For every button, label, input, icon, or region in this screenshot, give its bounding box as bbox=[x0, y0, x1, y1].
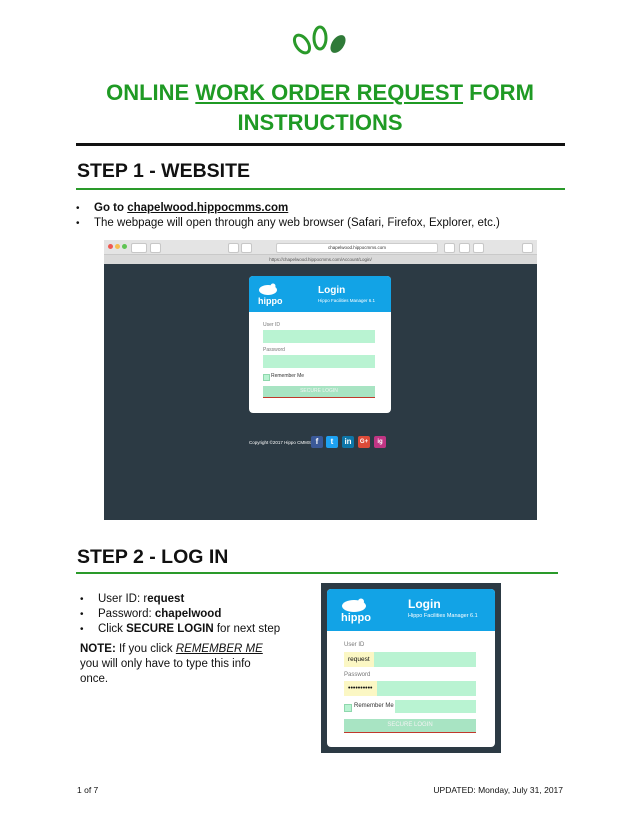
page-number: 1 of 7 bbox=[77, 785, 99, 795]
bullet2-text: The webpage will open through any web browser (Safari, Firefox, Explorer, etc.) bbox=[94, 217, 500, 229]
password-label: Password bbox=[344, 672, 371, 678]
remember-label: Remember Me bbox=[271, 373, 305, 379]
maximize-dot-icon bbox=[122, 244, 127, 249]
list-item bbox=[80, 622, 300, 637]
password-value: •••••••••• bbox=[344, 681, 377, 696]
login-title: Login bbox=[318, 285, 346, 296]
userid-value: request bbox=[344, 652, 374, 667]
login-header bbox=[327, 589, 495, 631]
b2-prefix: Password: bbox=[98, 608, 155, 620]
home-button[interactable] bbox=[241, 243, 252, 253]
b3-prefix: Click bbox=[98, 623, 127, 635]
bullet1-prefix: Go to bbox=[94, 202, 128, 214]
minimize-dot-icon bbox=[115, 244, 120, 249]
reload-button[interactable] bbox=[444, 243, 455, 253]
step1-heading: STEP 1 - WEBSITE bbox=[77, 160, 251, 182]
userid-label: User ID bbox=[344, 642, 365, 648]
list-item bbox=[76, 216, 556, 231]
linkedin-icon[interactable]: in bbox=[342, 436, 354, 448]
b1-value: equest bbox=[147, 593, 185, 605]
step2-bullets bbox=[80, 592, 300, 637]
hippo-icon bbox=[258, 283, 278, 296]
step1-divider bbox=[76, 188, 565, 190]
browser-screenshot bbox=[104, 240, 537, 520]
login-card-large bbox=[327, 589, 495, 747]
secure-login-button[interactable]: SECURE LOGIN bbox=[263, 386, 375, 398]
b1-prefix: User ID: r bbox=[98, 593, 148, 605]
login-subtitle: Hippo Facilities Manager 6.1 bbox=[318, 298, 376, 303]
leaf-logo bbox=[290, 24, 350, 58]
step2-heading: STEP 2 - LOG IN bbox=[77, 546, 229, 568]
userid-label: User ID bbox=[263, 322, 280, 328]
title-part1: ONLINE bbox=[106, 80, 196, 105]
browser-toolbar bbox=[104, 240, 537, 255]
list-item bbox=[76, 201, 556, 216]
userid-input[interactable] bbox=[263, 330, 375, 343]
password-input[interactable] bbox=[344, 681, 476, 696]
document-title bbox=[0, 78, 640, 138]
new-tab-button[interactable] bbox=[522, 243, 533, 253]
hippo-brand: hippo bbox=[258, 296, 283, 306]
close-dot-icon bbox=[108, 244, 113, 249]
sidebar-button[interactable] bbox=[150, 243, 161, 253]
userid-input[interactable] bbox=[344, 652, 476, 667]
secure-login-button[interactable]: SECURE LOGIN bbox=[344, 719, 476, 733]
print-button[interactable] bbox=[228, 243, 239, 253]
tabs-button[interactable] bbox=[473, 243, 484, 253]
list-item bbox=[80, 592, 300, 607]
login-title: Login bbox=[408, 597, 441, 611]
b3-value: SECURE LOGIN bbox=[126, 623, 214, 635]
hippo-brand: hippo bbox=[341, 612, 371, 624]
remember-label: Remember Me bbox=[354, 703, 394, 709]
tab-url-row bbox=[104, 255, 537, 264]
title-part2: WORK ORDER REQUEST bbox=[195, 80, 464, 105]
note-em: REMEMBER ME bbox=[175, 643, 263, 655]
login-card bbox=[249, 276, 391, 413]
remember-checkbox[interactable] bbox=[263, 374, 270, 381]
login-subtitle: Hippo Facilities Manager 6.1 bbox=[408, 613, 478, 619]
note-b: you will only have to type this info bbox=[80, 658, 251, 670]
note-a: If you click bbox=[115, 643, 176, 655]
address-bar[interactable] bbox=[276, 243, 438, 253]
instagram-icon[interactable]: ig bbox=[374, 436, 386, 448]
facebook-icon[interactable]: f bbox=[311, 436, 323, 448]
title-divider bbox=[76, 143, 565, 146]
b3-suffix: for next step bbox=[213, 623, 281, 635]
list-item bbox=[80, 607, 300, 622]
title-part3: FORM bbox=[463, 80, 534, 105]
login-header bbox=[249, 276, 391, 312]
website-link[interactable]: chapelwood.hippocmms.com bbox=[127, 202, 289, 214]
title-line2: INSTRUCTIONS bbox=[237, 110, 403, 135]
share-button[interactable] bbox=[459, 243, 470, 253]
nav-buttons[interactable] bbox=[131, 243, 147, 253]
hippo-icon bbox=[341, 598, 367, 613]
full-url: https://chapelwood.hippocmms.com/Account/Login/ bbox=[269, 257, 372, 262]
googleplus-icon[interactable]: G+ bbox=[358, 436, 370, 448]
password-input[interactable] bbox=[263, 355, 375, 368]
remember-checkbox[interactable] bbox=[344, 704, 352, 712]
note-c: once. bbox=[80, 673, 109, 685]
b2-value: chapelwood bbox=[154, 608, 222, 620]
login-screenshot bbox=[321, 583, 501, 753]
password-label: Password bbox=[263, 347, 285, 353]
address-text: chapelwood.hippocmms.com bbox=[327, 245, 387, 250]
step2-note bbox=[80, 642, 300, 687]
remember-field bbox=[395, 700, 476, 713]
copyright: Copyright ©2017 Hippo CMMS bbox=[249, 440, 311, 445]
step1-bullets bbox=[76, 201, 556, 231]
note-label: NOTE: bbox=[80, 643, 116, 655]
step2-divider bbox=[76, 572, 558, 574]
twitter-icon[interactable]: t bbox=[326, 436, 338, 448]
updated-date: UPDATED: Monday, July 31, 2017 bbox=[433, 785, 563, 795]
